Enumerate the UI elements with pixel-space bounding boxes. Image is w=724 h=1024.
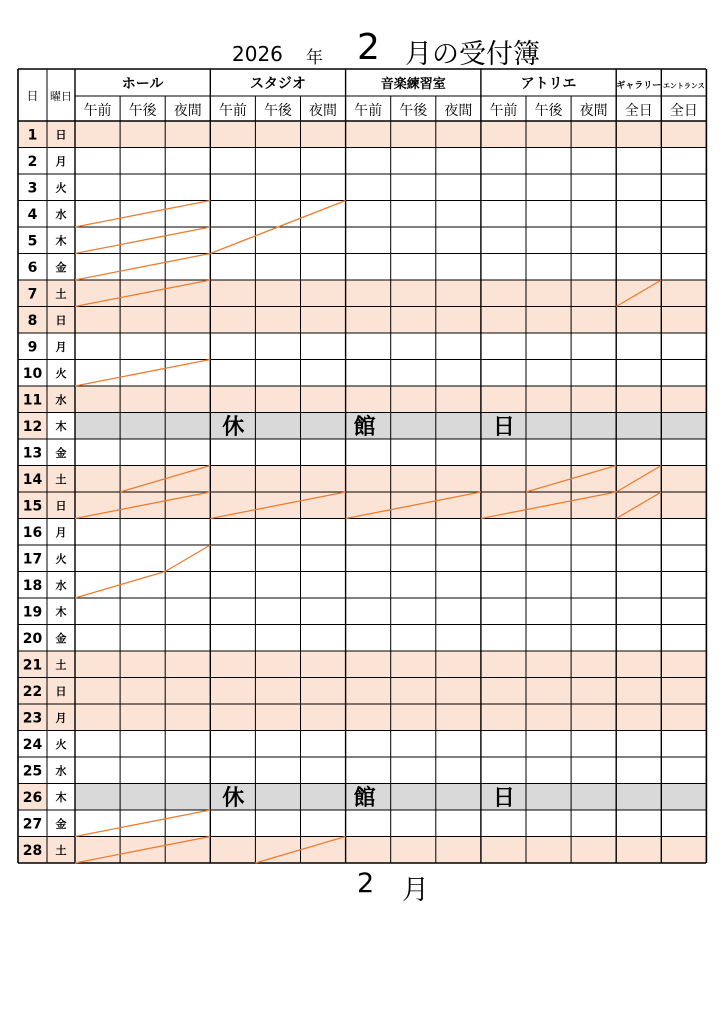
- weekend-row-fill: [18, 121, 706, 148]
- title-year: 2026: [232, 42, 283, 66]
- booking-mark: [165, 545, 210, 572]
- weekday-label: 火: [55, 552, 67, 566]
- day-number: 21: [22, 657, 43, 674]
- closed-label: 日: [492, 414, 515, 440]
- day-number: 28: [22, 842, 43, 859]
- weekday-label: 土: [55, 472, 67, 486]
- header-day: 日: [26, 89, 39, 103]
- weekday-label: 日: [55, 313, 67, 327]
- weekday-label: 木: [55, 790, 67, 804]
- title-month: 2: [357, 27, 380, 68]
- booking-mark: [75, 810, 210, 837]
- header-weekday: 曜日: [50, 90, 72, 103]
- slot-header: 午前: [489, 103, 518, 119]
- day-number: 16: [22, 524, 43, 541]
- day-number: 11: [22, 392, 43, 409]
- day-number: 14: [22, 471, 43, 488]
- weekday-label: 木: [55, 234, 67, 248]
- booking-mark: [75, 227, 210, 254]
- weekday-label: 水: [55, 764, 67, 778]
- weekday-label: 月: [55, 340, 67, 354]
- day-number: 10: [22, 365, 43, 382]
- title-year-unit: 年: [306, 48, 323, 68]
- weekday-label: 金: [55, 260, 67, 274]
- weekday-label: 日: [55, 128, 67, 142]
- room-header: ギャラリー: [616, 81, 662, 91]
- day-number: 18: [22, 577, 43, 594]
- day-number: 8: [27, 312, 38, 329]
- day-number: 20: [22, 630, 43, 647]
- room-header: スタジオ: [249, 76, 306, 92]
- day-number: 17: [22, 551, 43, 568]
- day-number: 13: [22, 445, 43, 462]
- day-number: 15: [22, 498, 43, 515]
- booking-mark: [75, 201, 210, 228]
- day-number: 9: [27, 339, 38, 356]
- day-number: 26: [22, 789, 43, 806]
- weekend-row-fill: [18, 307, 706, 334]
- weekend-row-fill: [18, 704, 706, 731]
- day-number: 6: [27, 259, 38, 276]
- slot-header: 午後: [263, 103, 292, 119]
- weekend-row-fill: [18, 280, 706, 307]
- weekday-label: 火: [55, 366, 67, 380]
- day-number: 4: [27, 206, 38, 223]
- day-number: 3: [27, 180, 38, 197]
- weekday-label: 月: [55, 154, 67, 168]
- booking-mark: [75, 254, 210, 281]
- weekend-row-fill: [18, 492, 706, 519]
- weekday-label: 金: [55, 817, 67, 831]
- closed-label: 休: [222, 785, 245, 811]
- room-header: ホール: [121, 76, 164, 92]
- weekday-label: 木: [55, 605, 67, 619]
- slot-header: 午後: [399, 103, 428, 119]
- weekday-label: 土: [55, 843, 67, 857]
- weekday-label: 月: [55, 711, 67, 725]
- day-number: 1: [27, 127, 38, 144]
- weekday-label: 水: [55, 578, 67, 592]
- slot-header: 夜間: [444, 103, 473, 119]
- weekday-label: 火: [55, 737, 67, 751]
- weekday-label: 土: [55, 287, 67, 301]
- room-header: エントランス: [662, 82, 705, 90]
- weekend-row-fill: [18, 651, 706, 678]
- day-number: 24: [22, 736, 43, 753]
- booking-mark: [75, 360, 210, 387]
- weekend-row-fill: [18, 837, 706, 864]
- weekend-row-fill: [18, 678, 706, 705]
- slot-header: 夜間: [579, 103, 608, 119]
- closed-label: 館: [353, 785, 376, 811]
- weekday-label: 水: [55, 207, 67, 221]
- slot-header: 午前: [354, 103, 383, 119]
- slot-header: 午前: [83, 103, 112, 119]
- day-number: 2: [27, 153, 38, 170]
- weekday-label: 月: [55, 525, 67, 539]
- footer-month-unit: 月: [402, 875, 429, 906]
- closed-label: 館: [353, 414, 376, 440]
- weekday-label: 火: [55, 181, 67, 195]
- slot-header: 全日: [624, 103, 653, 119]
- slot-header: 午前: [218, 103, 247, 119]
- room-header: 音楽練習室: [380, 77, 446, 92]
- closed-label: 日: [492, 785, 515, 811]
- day-number: 25: [22, 763, 43, 780]
- slot-header: 夜間: [173, 103, 202, 119]
- day-number: 12: [22, 418, 43, 435]
- weekday-label: 木: [55, 419, 67, 433]
- weekend-row-fill: [18, 386, 706, 413]
- title-suffix: 月の受付簿: [405, 39, 540, 70]
- weekday-label: 土: [55, 658, 67, 672]
- slot-header: 夜間: [309, 103, 338, 119]
- day-number: 22: [22, 683, 43, 700]
- weekday-label: 金: [55, 631, 67, 645]
- day-number: 23: [22, 710, 43, 727]
- day-number: 7: [27, 286, 38, 303]
- day-number: 5: [27, 233, 38, 250]
- day-number: 19: [22, 604, 43, 621]
- slot-header: 午後: [128, 103, 157, 119]
- weekday-label: 日: [55, 684, 67, 698]
- room-header: アトリエ: [520, 76, 577, 92]
- weekday-label: 水: [55, 393, 67, 407]
- slot-header: 全日: [669, 103, 698, 119]
- weekday-label: 金: [55, 446, 67, 460]
- footer-month: 2: [357, 868, 375, 899]
- closed-label: 休: [222, 414, 245, 440]
- slot-header: 午後: [534, 103, 563, 119]
- footer: [0, 868, 724, 908]
- day-number: 27: [22, 816, 43, 833]
- weekday-label: 日: [55, 499, 67, 513]
